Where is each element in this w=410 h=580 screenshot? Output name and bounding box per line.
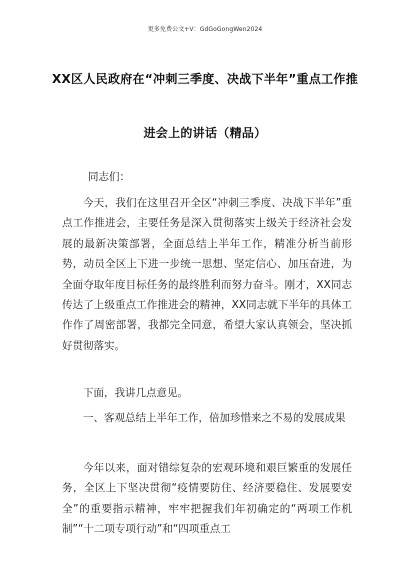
- paragraph-section-1: 今年以来，面对错综复杂的宏观环境和艰巨繁重的发展任务，全区上下坚决贯彻“疫情要防住、经济要稳住、发展要安全”的重要指示精神，牢牢把握我们年初确定的“两项工作机制”“十二项专项行动”和“四项重点工: [62, 462, 352, 536]
- salutation: 同志们：: [88, 171, 130, 183]
- paragraph-intro-points: 下面，我讲几点意见。: [83, 387, 188, 399]
- paragraph-opening: 今天，我们在这里召开全区“冲刺三季度、决战下半年”重点工作推进会，主要任务是深入贯彻落实上级关于经济社会发展的最新决策部署，全面总结上半年工作，精准分析当前形势，动员全区上下进一步统一思想、坚定信心、加压奋进，为全面夺取年度目标任务的最终胜利而努力奋斗。刚才，XX同志传达了上级重点工作推进会的精神，XX同志就下半年的具体工作作了周密部署，我都完全同意，希望大家认真领会，坚决抓好贯彻落实。: [62, 197, 352, 352]
- document-title-line-1: XX区人民政府在“冲刺三季度、决战下半年”重点工作推: [51, 72, 359, 86]
- header-note: 更多免费公文+V：GdGoGongWen2024: [147, 26, 263, 33]
- document-title-line-2: 进会上的讲话（精品）: [143, 126, 267, 140]
- section-heading-1: 一、客观总结上半年工作，倍加珍惜来之不易的发展成果: [83, 412, 346, 424]
